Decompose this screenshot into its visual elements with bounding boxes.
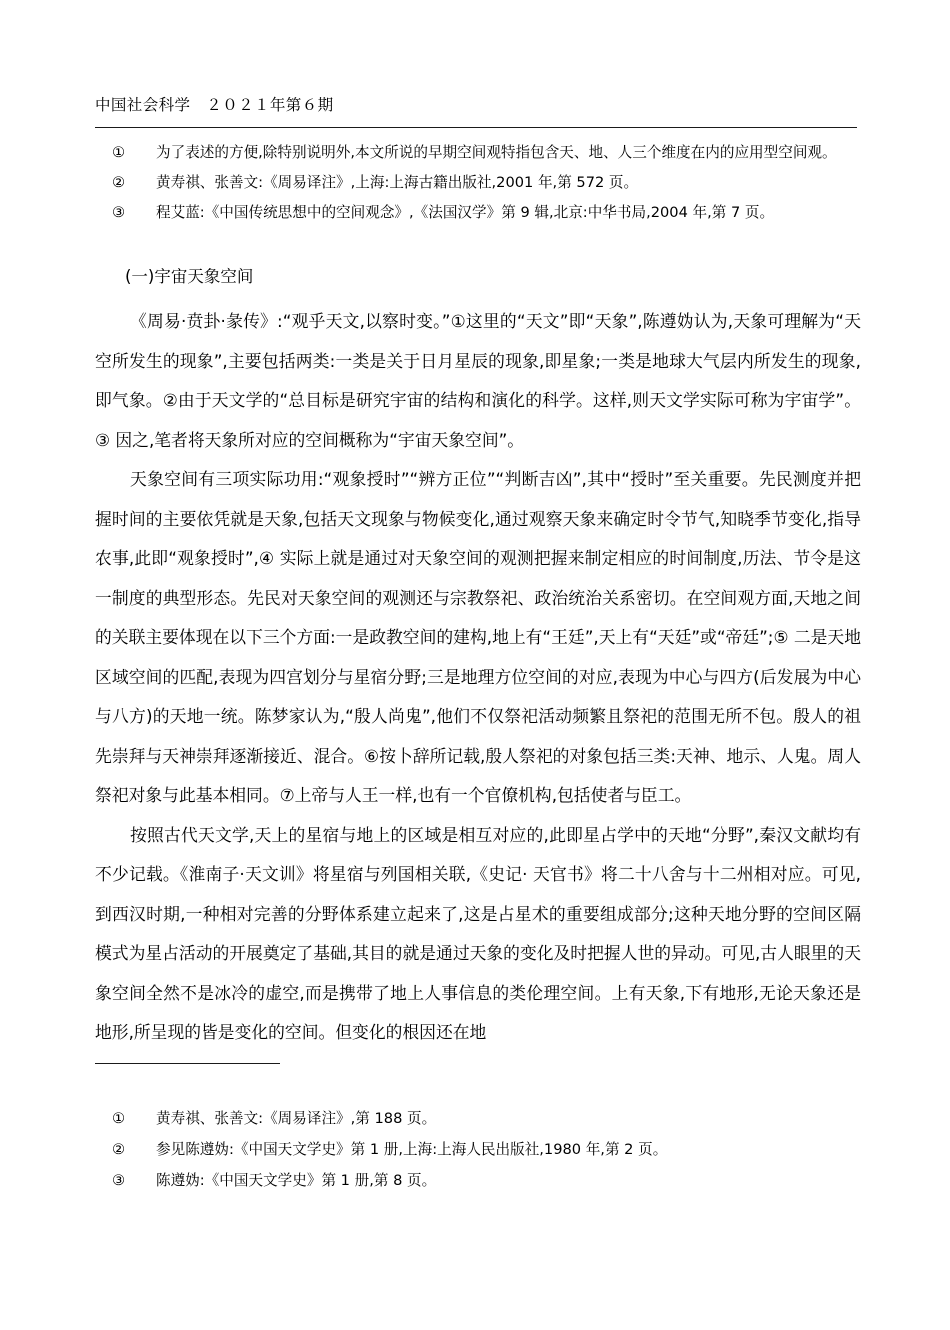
paragraph-three-functions: 天象空间有三项实际功用:“观象授时”“辨方正位”“判断吉凶”,其中“授时”至关重要。先民测度并把握时间的主要依凭就是天象,包括天文现象与物候变化,通过观察天象来确定时令节气,知晓季节变化,指导农事,此即“观象授时”,④ 实际上就是通过对天象空间的观测把握来制定相应的时间制度,历法、节令是这一制度的典型形态。先民对天象空间的观测还与宗教祭祀、政治统治关系密切。在空间观方面,天地之间的关联主要体现在以下三个方面:一是政教空间的建构,地上有“王廷”,天上有“天廷”或“帝廷”;⑤ 二是天地区域空间的匹配,表现为四宫划分与星宿分野;三是地理方位空间的对应,表现为中心与四方(后发展为中心与八方)的天地一统。陈梦家认为,“殷人尚鬼”,他们不仅祭祀活动频繁且祭祀的范围无所不包。殷人的祖先崇拜与天神崇拜逐渐接近、混合。⑥按卜辞所记载,殷人祭祀的对象包括三类:天神、地示、人鬼。周人祭祀对象与此基本相同。⑦上帝与人王一样,也有一个官僚机构,包括使者与臣工。 [95, 469, 861, 805]
footnote-marker: ① [112, 1110, 126, 1127]
footnote-marker: ② [112, 174, 126, 191]
footnote-text: 程艾蓝:《中国传统思想中的空间观念》,《法国汉学》第 9 辑,北京:中华书局,2004 年,第 7 页。 [156, 204, 775, 221]
header-divider-rule [95, 127, 857, 128]
paragraph-cosmic-space: 《周易·贲卦·彖传》:“观乎天文,以察时变。”①这里的“天文”即“天象”,陈遵妫认为,天象可理解为“天空所发生的现象”,主要包括两类:一类是关于日月星辰的现象,即星象;一类是地球大气层内所发生的现象,即气象。②由于天文学的“总目标是研究宇宙的结构和演化的科学。这样,则天文学实际可称为宇宙学”。③ 因之,笔者将天象所对应的空间概称为“宇宙天象空间”。 [95, 311, 861, 450]
running-header: 中国社会科学 ２０２１年第６期 [95, 96, 334, 114]
footnote-marker: ① [112, 144, 126, 161]
footnote-text: 黄寿祺、张善文:《周易译注》,上海:上海古籍出版社,2001 年,第 572 页。 [156, 174, 639, 191]
top-footnote-list [112, 138, 864, 228]
footnote-item [112, 138, 864, 168]
footnote-separator-rule [95, 1063, 280, 1064]
footnote-marker: ② [112, 1141, 126, 1158]
footnote-text: 陈遵妫:《中国天文学史》第 1 册,第 8 页。 [156, 1172, 437, 1189]
footnote-text: 为了表述的方便,除特别说明外,本文所说的早期空间观特指包含天、地、人三个维度在内的应用型空间观。 [156, 144, 837, 161]
footnote-item [112, 168, 864, 198]
footnote-item [112, 1165, 864, 1196]
footnote-item [112, 1103, 864, 1134]
paragraph-fenye: 按照古代天文学,天上的星宿与地上的区域是相互对应的,此即星占学中的天地“分野”,秦汉文献均有不少记载。《淮南子·天文训》将星宿与列国相关联,《史记· 天官书》将二十八舍与十二州相对应。可见,到西汉时期,一种相对完善的分野体系建立起来了,这是占星术的重要组成部分;这种天地分野的空间区隔模式为星占活动的开展奠定了基础,其目的就是通过天象的变化及时把握人世的异动。可见,古人眼里的天象空间全然不是冰冷的虚空,而是携带了地上人事信息的类伦理空间。上有天象,下有地形,无论天象还是地形,所呈现的皆是变化的空间。但变化的根因还在地 [95, 824, 861, 1042]
footnote-marker: ③ [112, 204, 126, 221]
body-content [95, 262, 861, 1053]
footnote-text: 参见陈遵妫:《中国天文学史》第 1 册,上海:上海人民出版社,1980 年,第 2 页。 [156, 1141, 668, 1158]
bottom-footnote-list [112, 1103, 864, 1196]
section-subheading: (一)宇宙天象空间 [125, 267, 254, 286]
footnote-text: 黄寿祺、张善文:《周易译注》,第 188 页。 [156, 1110, 437, 1127]
footnote-item [112, 1134, 864, 1165]
footnote-marker: ③ [112, 1172, 126, 1189]
footnote-item [112, 198, 864, 228]
